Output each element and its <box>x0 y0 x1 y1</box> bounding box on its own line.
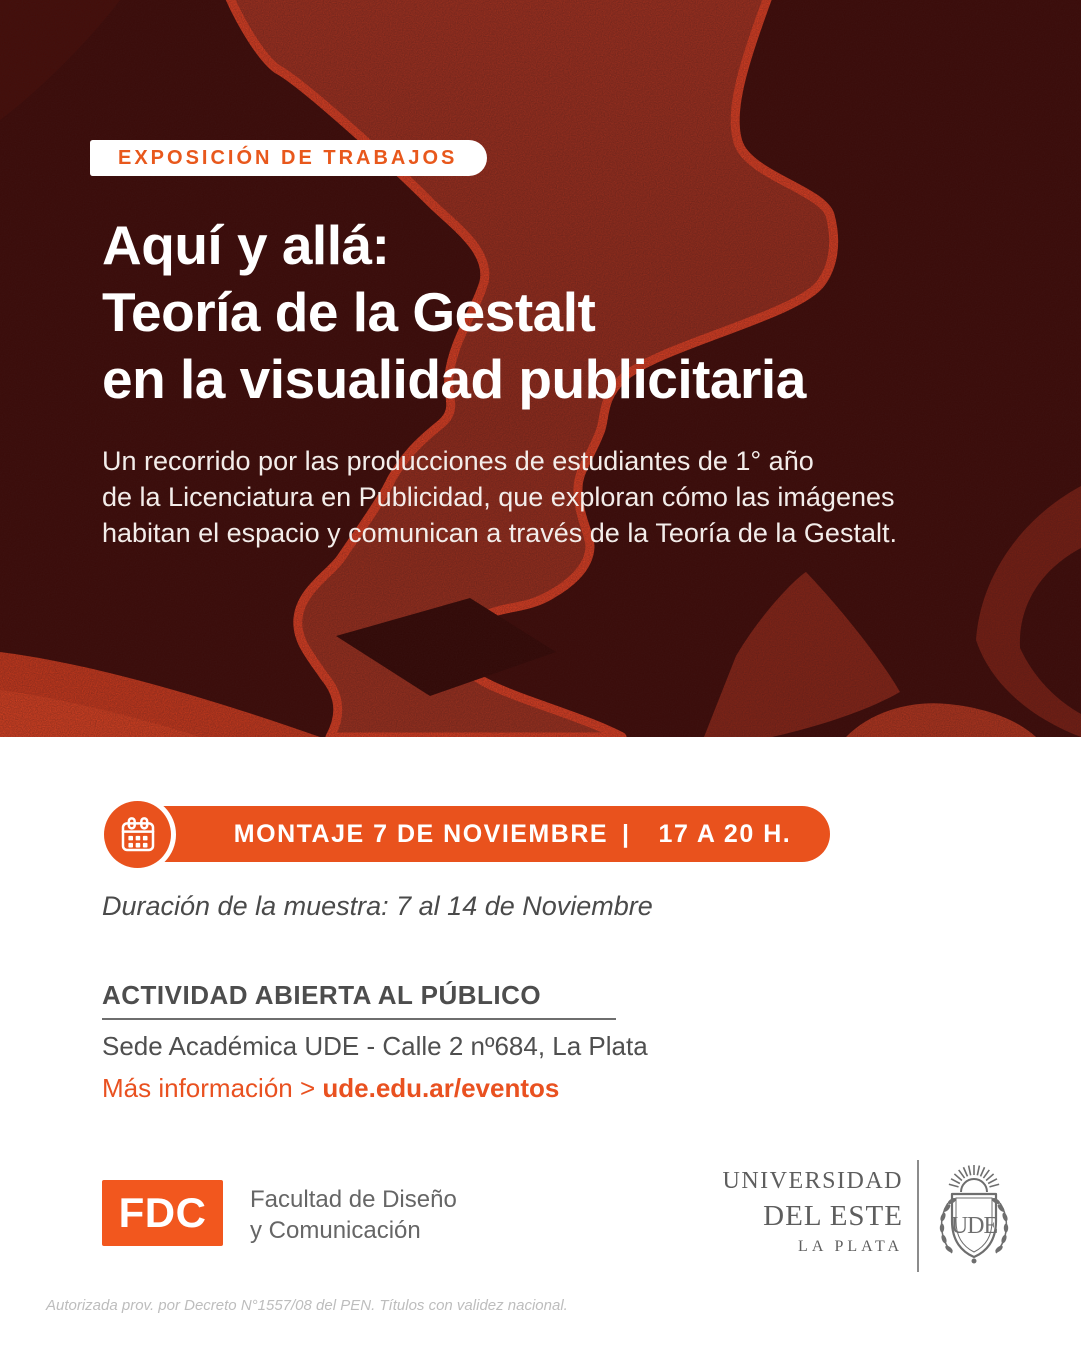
poster-title <box>102 212 806 413</box>
heading-underline <box>102 1018 616 1020</box>
poster-title-line-2: Teoría de la Gestalt <box>102 281 596 343</box>
logo-divider <box>917 1160 919 1272</box>
exhibition-duration: Duración de la muestra: 7 al 14 de Noviembre <box>102 891 653 921</box>
legal-fineprint: Autorizada prov. por Decreto N°1557/08 del PEN. Títulos con validez nacional. <box>46 1297 568 1314</box>
university-wordmark <box>723 1168 904 1256</box>
activity-heading: ACTIVIDAD ABIERTA AL PÚBLICO <box>102 980 542 1010</box>
schedule-pill <box>137 806 830 862</box>
venue-address: Sede Académica UDE - Calle 2 nº684, La Plata <box>102 1031 648 1061</box>
poster-description <box>102 443 897 551</box>
university-name-line-1: UNIVERSIDAD <box>722 1168 903 1194</box>
more-info-link[interactable]: ude.edu.ar/eventos <box>322 1073 560 1103</box>
poster-description-line-2: de la Licenciatura en Publicidad, que exploran cómo las imágenes <box>102 482 895 512</box>
fdc-logo <box>102 1180 223 1246</box>
poster-title-line-3: en la visualidad publicitaria <box>102 348 806 410</box>
exhibition-badge-label: EXPOSICIÓN DE TRABAJOS <box>118 146 458 169</box>
fdc-logo-abbr: FDC <box>118 1189 207 1236</box>
fdc-faculty-name-line-2: y Comunicación <box>250 1217 421 1244</box>
more-info-label: Más información > <box>102 1073 323 1103</box>
calendar-icon <box>118 815 158 855</box>
ude-crest-icon <box>936 1160 1012 1266</box>
calendar-badge <box>104 801 171 868</box>
fdc-faculty-name-line-1: Facultad de Diseño <box>250 1186 457 1213</box>
poster-description-line-3: habitan el espacio y comunican a través de la Teoría de la Gestalt. <box>102 518 897 548</box>
poster-description-line-1: Un recorrido por las producciones de estudiantes de 1° año <box>102 446 814 476</box>
crest-monogram: UDE <box>950 1213 998 1239</box>
fdc-faculty-name <box>250 1184 457 1246</box>
university-name-line-2: DEL ESTE <box>763 1200 903 1232</box>
more-info-line <box>102 1073 559 1104</box>
schedule-pill-label: MONTAJE 7 DE NOVIEMBRE | 17 A 20 H. <box>233 819 792 848</box>
exhibition-badge <box>90 140 487 176</box>
university-name-line-3: LA PLATA <box>798 1238 903 1255</box>
poster-title-line-1: Aquí y allá: <box>102 214 390 276</box>
